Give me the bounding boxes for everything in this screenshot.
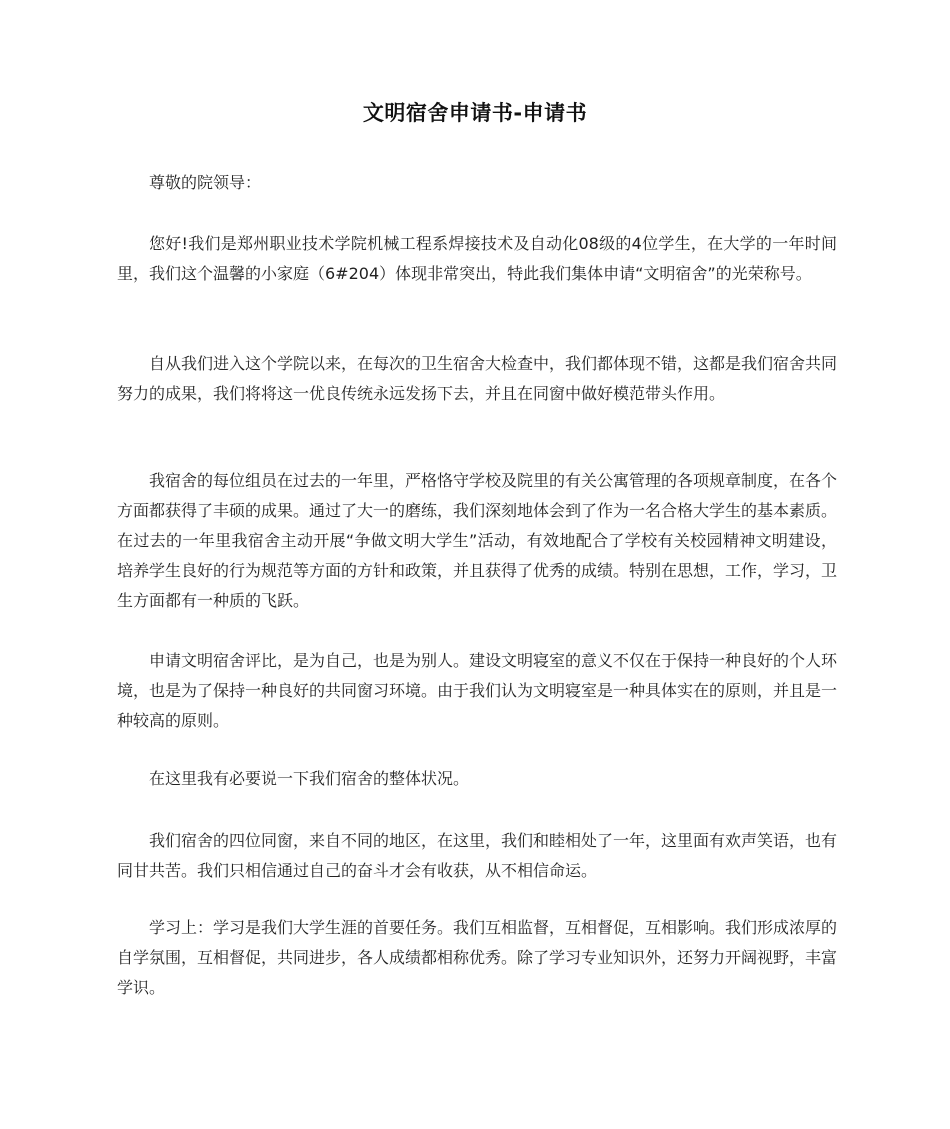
paragraph-introduction: 您好!我们是郑州职业技术学院机械工程系焊接技术及自动化08级的4位学生，在大学的一年时间里，我们这个温馨的小家庭（6#204）体现非常突出，特此我们集体申请“文明宿舍”的光荣称号。 <box>117 234 837 283</box>
salutation: 尊敬的院领导： <box>149 173 262 192</box>
paragraph-roommates: 我们宿舍的四位同窗，来自不同的地区，在这里，我们和睦相处了一年，这里面有欢声笑语，也有同甘共苦。我们只相信通过自己的奋斗才会有收获，从不相信命运。 <box>117 831 838 880</box>
paragraph-hygiene: 自从我们进入这个学院以来，在每次的卫生宿舍大检查中，我们都体现不错，这都是我们宿舍共同努力的成果，我们将将这一优良传统永远发扬下去，并且在同窗中做好模范带头作用。 <box>117 354 838 403</box>
paragraph-achievements: 我宿舍的每位组员在过去的一年里，严格恪守学校及院里的有关公寓管理的各项规章制度，在各个方面都获得了丰硕的成果。通过了大一的磨练，我们深刻地体会到了作为一名合格大学生的基本素质。在过去的一年里我宿舍主动开展“争做文明大学生”活动，有效地配合了学校有关校园精神文明建设，培养学生良好的行为规范等方面的方针和政策，并且获得了优秀的成绩。特别在思想，工作，学习，卫生方面都有一种质的飞跃。 <box>117 471 838 610</box>
document-title: 文明宿舍申请书-申请书 <box>362 101 588 125</box>
paragraph-study: 学习上：学习是我们大学生涯的首要任务。我们互相监督，互相督促，互相影响。我们形成浓厚的自学氛围，互相督促，共同进步，各人成绩都相称优秀。除了学习专业知识外，还努力开阔视野，丰富学识。 <box>117 918 838 997</box>
paragraph-overview: 在这里我有必要说一下我们宿舍的整体状况。 <box>149 769 470 788</box>
paragraph-meaning: 申请文明宿舍评比，是为自己，也是为别人。建设文明寝室的意义不仅在于保持一种良好的个人环境，也是为了保持一种良好的共同窗习环境。由于我们认为文明寝室是一种具体实在的原则，并且是一种较高的原则。 <box>117 651 838 730</box>
